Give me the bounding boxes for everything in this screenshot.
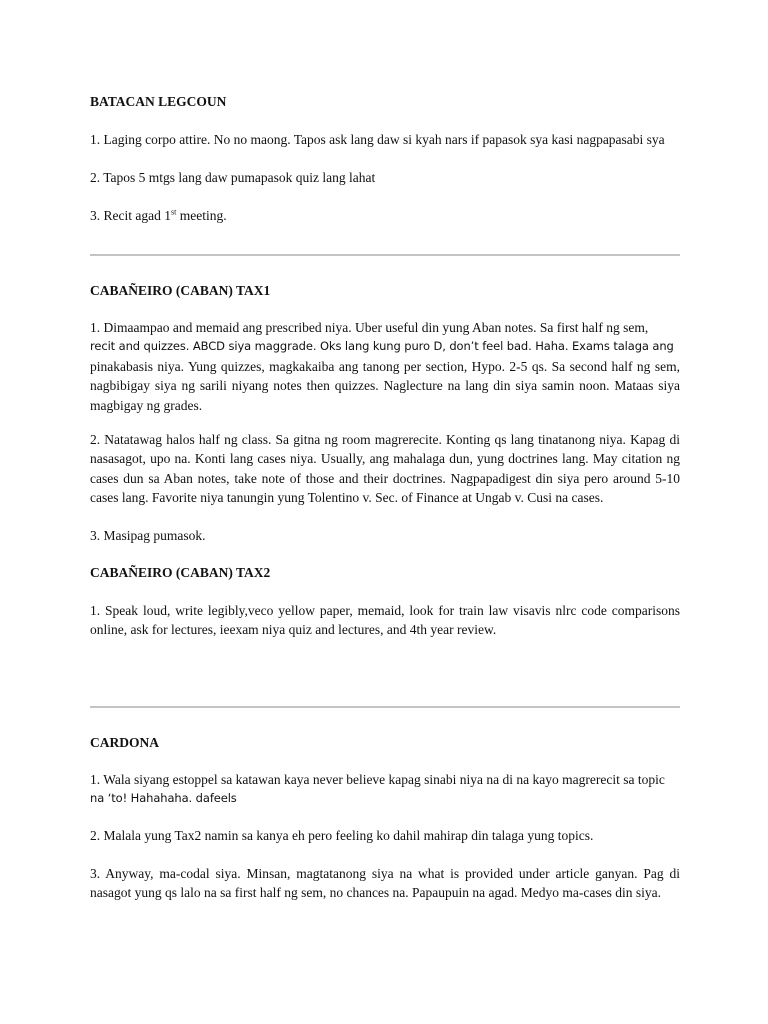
caban-tax1-item-2: 2. Natatawag halos half ng class. Sa gitna ng room magrerecite. Konting qs lang tinatanong niya. Kapag di nasasagot, upo na. Konti lang cases niya. Usually, ang mahalaga dun, yung doctrines lang. May citation ng cases dun sa Aban notes, take note of those and their doctrines. Nagpapadigest din siya pero around 5-10 cases lang. Favorite niya tanungin yung Tolentino v. Sec. of Finance at Ungab v. Cusi na cases. <box>90 432 680 506</box>
cardona-item-3: 3. Anyway, ma-codal siya. Minsan, magtatanong siya na what is provided under article ganyan. Pag di nasagot yung qs lalo na sa first half ng sem, no chances na. Papaupuin na agad. Medyo ma-cases din siya. <box>90 866 680 901</box>
section-divider <box>90 706 680 708</box>
batacan-item-3-superscript: st <box>170 207 177 217</box>
caban-tax1-item-3: 3. Masipag pumasok. <box>90 528 206 543</box>
section-divider <box>90 254 680 256</box>
section-heading-cardona: CARDONA <box>90 735 159 750</box>
caban-tax1-item-1-line-1: 1. Dimaampao and memaid ang prescribed niya. Uber useful din yung Aban notes. Sa first half ng sem, <box>90 320 649 335</box>
cardona-item-1-line-2: na ‘to! Hahahaha. dafeels <box>90 791 237 806</box>
section-heading-caban-tax1: CABAÑEIRO (CABAN) TAX1 <box>90 283 271 298</box>
caban-tax1-item-1-line-2: recit and quizzes. ABCD siya maggrade. Oks lang kung puro D, don’t feel bad. Haha. Exams talaga ang <box>90 339 674 354</box>
caban-tax1-item-1-rest: pinakabasis niya. Yung quizzes, magkakaiba ang tanong per section, Hypo. 2-5 qs. Sa second half ng sem, nagbibigay siya ng sarili niyang notes then quizzes. Naglecture na lang din siya samin noon. Mataas siya magbigay ng grades. <box>90 358 680 413</box>
batacan-item-3 <box>90 206 680 225</box>
batacan-item-2: 2. Tapos 5 mtgs lang daw pumapasok quiz lang lahat <box>90 170 376 185</box>
batacan-item-3-tail: meeting. <box>176 208 227 223</box>
cardona-item-2: 2. Malala yung Tax2 namin sa kanya eh pero feeling ko dahil mahirap din talaga yung topics. <box>90 828 594 843</box>
caban-tax2-item-1: 1. Speak loud, write legibly,veco yellow paper, memaid, look for train law visavis nlrc code comparisons online, ask for lectures, ieexam niya quiz and lectures, and 4th year review. <box>90 603 680 638</box>
cardona-item-1 <box>90 770 680 809</box>
cardona-item-1-line-1: 1. Wala siyang estoppel sa katawan kaya never believe kapag sinabi niya na di na kayo magrerecit sa topic <box>90 772 665 787</box>
caban-tax1-item-1 <box>90 318 680 415</box>
batacan-item-3-text: 3. Recit agad 1 <box>90 208 171 223</box>
section-heading-batacan: BATACAN LEGCOUN <box>90 94 227 109</box>
batacan-item-1: 1. Laging corpo attire. No no maong. Tapos ask lang daw si kyah nars if papasok sya kasi nagpapasabi sya <box>90 132 665 147</box>
section-heading-caban-tax2: CABAÑEIRO (CABAN) TAX2 <box>90 565 271 580</box>
